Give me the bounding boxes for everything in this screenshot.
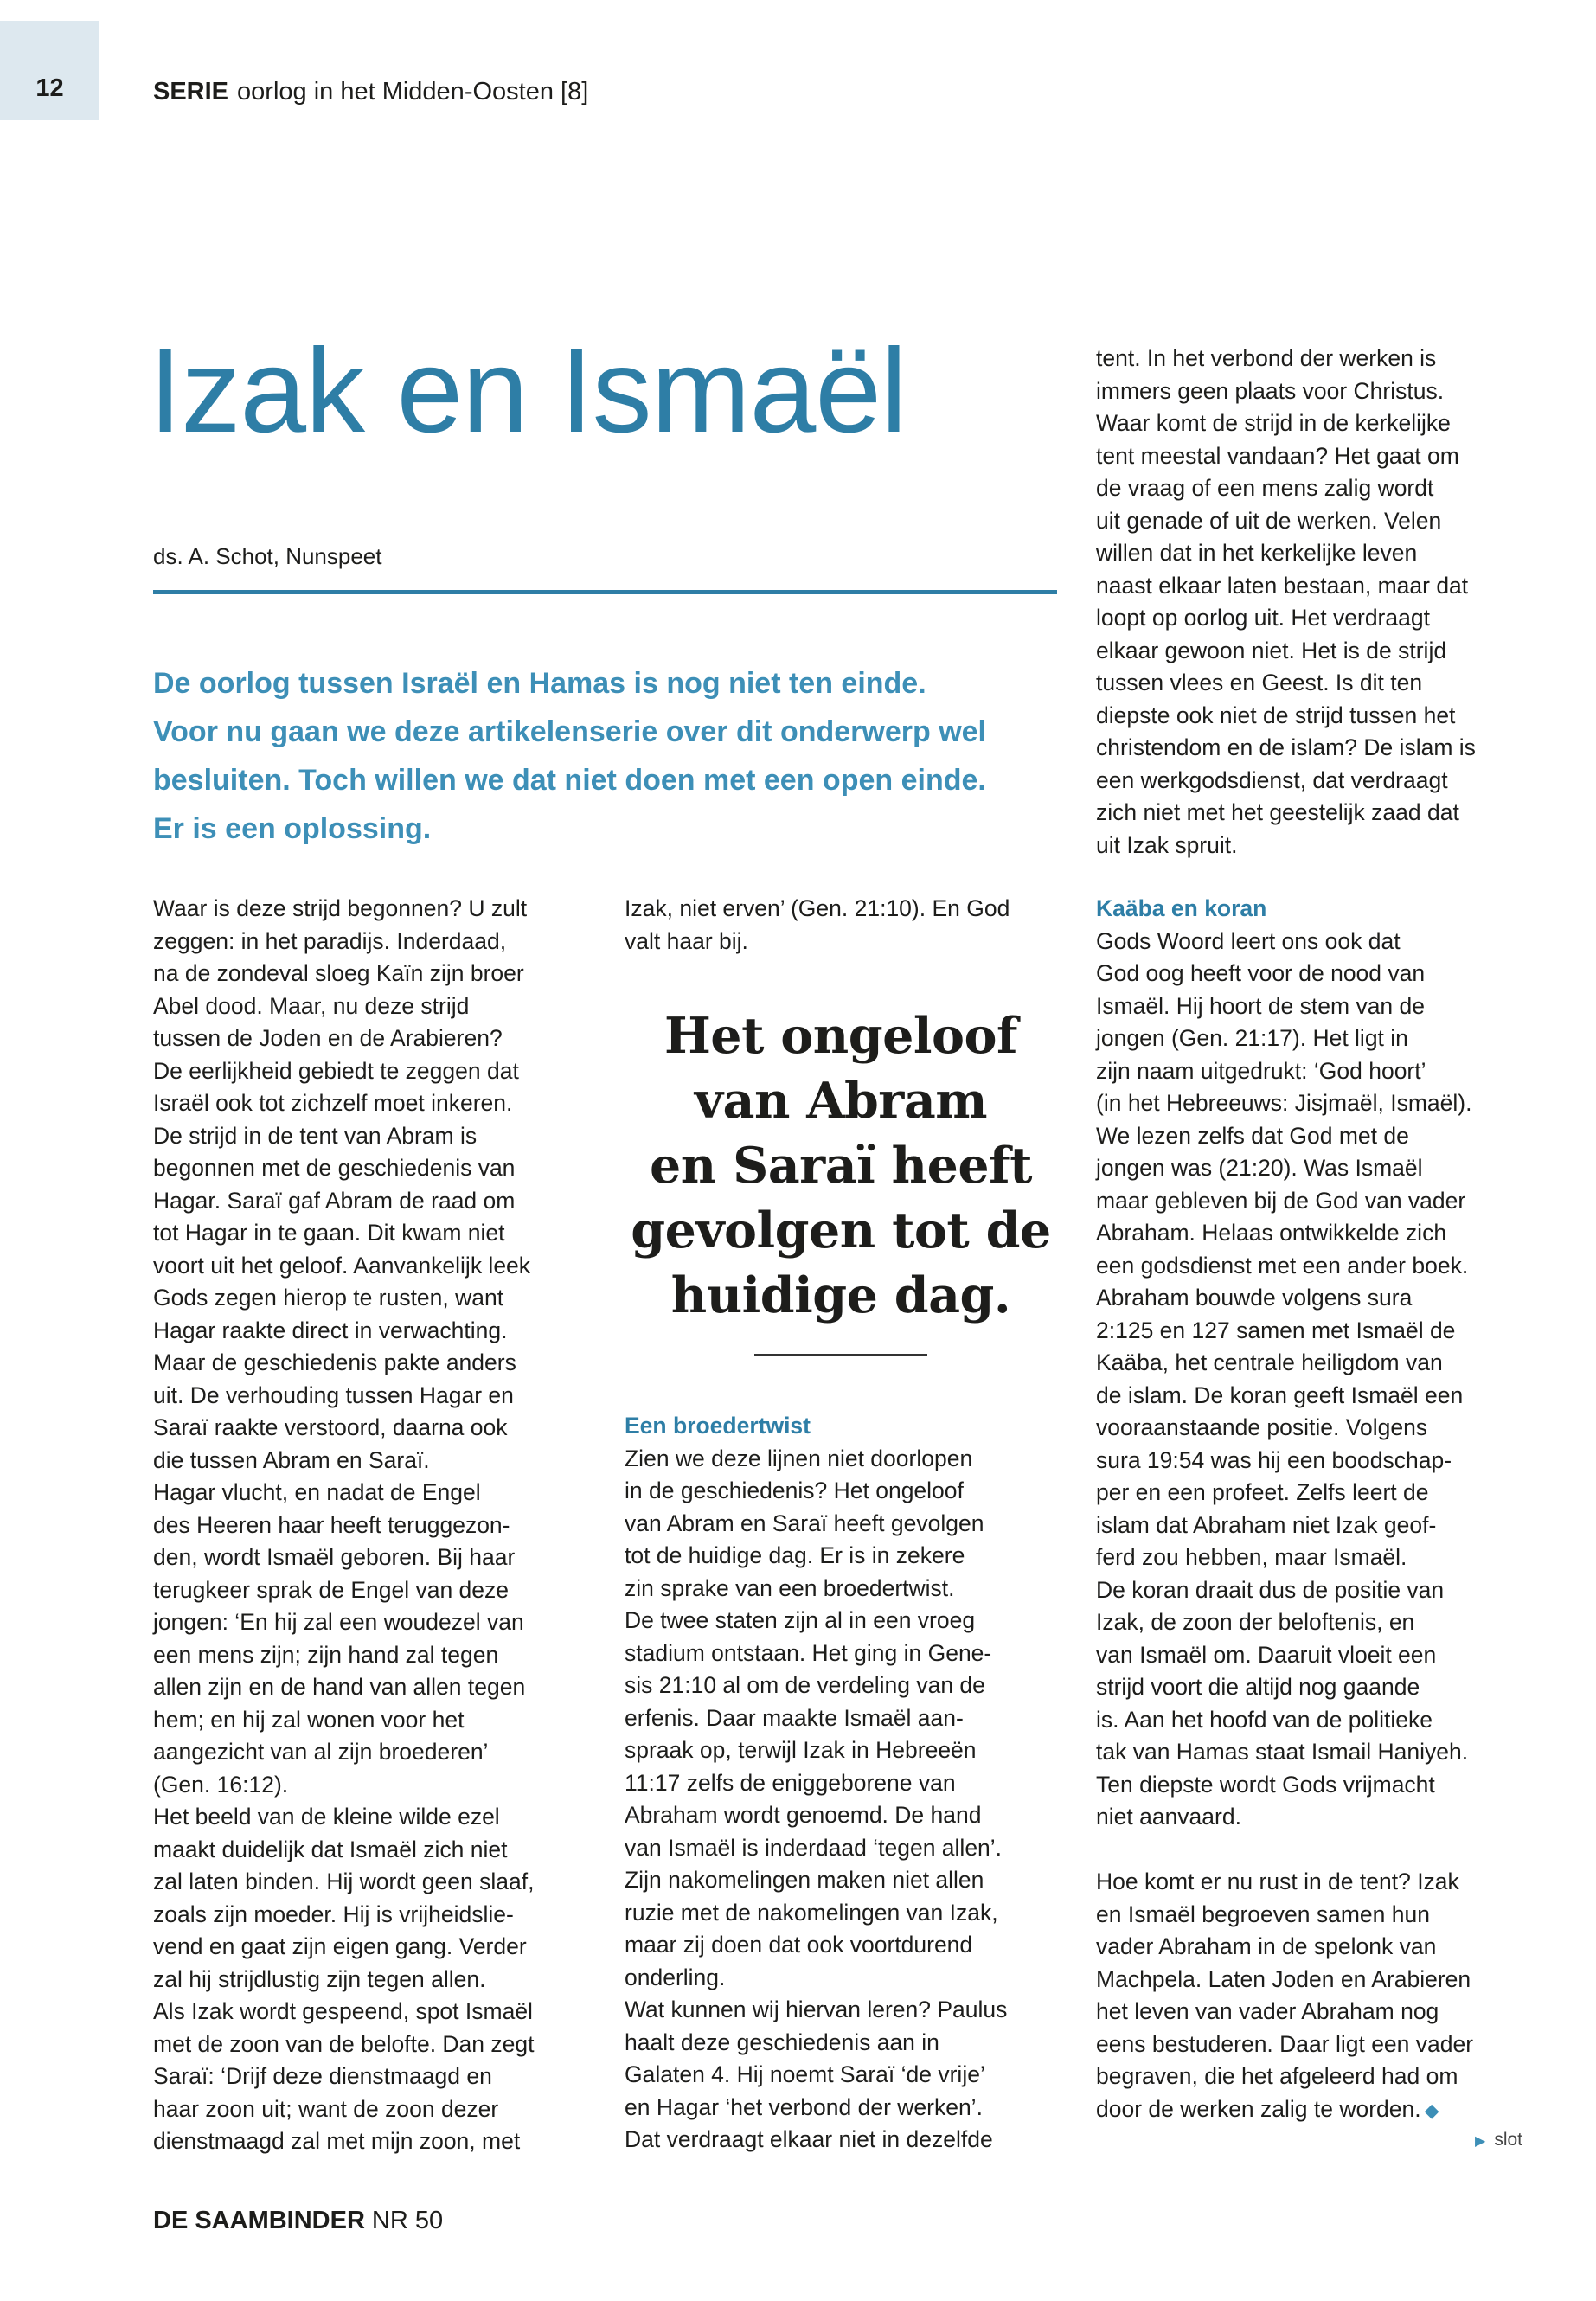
triangle-icon: ▶ bbox=[1475, 2134, 1486, 2149]
text-line: tent meestal vandaan? Het gaat om bbox=[1096, 442, 1459, 469]
text-line: De strijd in de tent van Abram is bbox=[153, 1122, 478, 1149]
text-line: zoals zijn moeder. Hij is vrijheidslie- bbox=[153, 1900, 514, 1927]
text-line: uit genade of uit de werken. Velen bbox=[1096, 507, 1442, 534]
text-line: den, wordt Ismaël geboren. Bij haar bbox=[153, 1544, 516, 1570]
pull-quote-divider bbox=[754, 1354, 927, 1356]
text-line: zal hij strijdlustig zijn tegen allen. bbox=[153, 1965, 486, 1992]
text-line: vooraanstaande positie. Volgens bbox=[1096, 1414, 1428, 1440]
text-line: stadium ontstaan. Het ging in Gene- bbox=[625, 1639, 992, 1666]
continuation-marker bbox=[1475, 2130, 1522, 2150]
text-line: tussen vlees en Geest. Is dit ten bbox=[1096, 670, 1423, 695]
text-line: per en een profeet. Zelfs leert de bbox=[1096, 1479, 1429, 1505]
text-line: begraven, die het afgeleerd had om bbox=[1096, 2063, 1458, 2089]
text-line: christendom en de islam? De islam is bbox=[1096, 734, 1476, 760]
text-line: haar zoon uit; want de zoon dezer bbox=[153, 2095, 499, 2122]
article-title: Izak en Ismaël bbox=[149, 324, 907, 458]
text-line: terugkeer sprak de Engel van deze bbox=[153, 1576, 510, 1603]
article-intro bbox=[153, 659, 1061, 853]
text-line: allen zijn en de hand van allen tegen bbox=[153, 1674, 526, 1700]
text-line: Waar is deze strijd begonnen? U zult bbox=[153, 895, 528, 921]
text-line: onderling. bbox=[625, 1964, 726, 1990]
text-line: een godsdienst met een ander boek. bbox=[1096, 1252, 1469, 1279]
text-line: Saraï raakte verstoord, daarna ook bbox=[153, 1414, 508, 1440]
article-author: ds. A. Schot, Nunspeet bbox=[153, 543, 382, 569]
text-line: elkaar gewoon niet. Het is de strijd bbox=[1096, 637, 1447, 663]
text-line: Izak, de zoon der beloftenis, en bbox=[1096, 1609, 1415, 1635]
column-3-bottom-text bbox=[1096, 926, 1567, 2127]
pull-quote bbox=[625, 1003, 1057, 1328]
column-3-bottom bbox=[1096, 893, 1567, 2126]
text-line: gevolgen tot de bbox=[631, 1202, 1051, 1259]
text-line: eens bestuderen. Daar ligt een vader bbox=[1096, 2030, 1474, 2057]
section-heading-broedertwist: Een broedertwist bbox=[625, 1413, 811, 1439]
text-line: spraak op, terwijl Izak in Hebreeën bbox=[625, 1737, 977, 1763]
text-line: Wat kunnen wij hiervan leren? Paulus bbox=[625, 1997, 1008, 2022]
slot-label: slot bbox=[1494, 2130, 1522, 2150]
text-line: sis 21:10 al om de verdeling van de bbox=[625, 1672, 985, 1698]
text-line: tot de huidige dag. Er is in zekere bbox=[625, 1542, 965, 1568]
text-line: Abraham wordt genoemd. De hand bbox=[625, 1802, 982, 1828]
text-line: (in het Hebreeuws: Jisjmaël, Ismaël). bbox=[1096, 1090, 1472, 1116]
page-number: 12 bbox=[35, 74, 64, 102]
text-line: dienstmaagd zal met mijn zoon, met bbox=[153, 2128, 521, 2154]
text-line: tak van Hamas staat Ismail Haniyeh. bbox=[1096, 1739, 1469, 1765]
text-line: van Ismaël is inderdaad ‘tegen allen’. bbox=[625, 1834, 1003, 1861]
text-line: Ismaël. Hij hoort de stem van de bbox=[1096, 992, 1426, 1019]
text-line: Abel dood. Maar, nu deze strijd bbox=[153, 992, 470, 1019]
text-line: Abraham bouwde volgens sura bbox=[1096, 1285, 1413, 1311]
text-line: niet aanvaard. bbox=[1096, 1804, 1241, 1830]
text-line: zijn naam uitgedrukt: ‘God hoort’ bbox=[1096, 1057, 1426, 1084]
text-line: tot Hagar in te gaan. Dit kwam niet bbox=[153, 1220, 505, 1246]
text-line: De koran draait dus de positie van bbox=[1096, 1576, 1445, 1603]
text-line: van Abram en Saraï heeft gevolgen bbox=[625, 1509, 984, 1536]
text-line: Abraham. Helaas ontwikkelde zich bbox=[1096, 1220, 1447, 1246]
text-line: Er is een oplossing. bbox=[153, 812, 432, 845]
series-header bbox=[153, 78, 588, 106]
text-line: Zien we deze lijnen niet doorlopen bbox=[625, 1445, 973, 1471]
text-line: in de geschiedenis? Het ongeloof bbox=[625, 1477, 964, 1503]
text-line: voort uit het geloof. Aanvankelijk leek bbox=[153, 1252, 531, 1279]
column-2-bottom bbox=[625, 1410, 1074, 2157]
text-line: haalt deze geschiedenis aan in bbox=[625, 2029, 939, 2055]
text-line: Zijn nakomelingen maken niet allen bbox=[625, 1867, 984, 1893]
text-line: Kaäba, het centrale heiligdom van bbox=[1096, 1349, 1443, 1375]
text-line: zich niet met het geestelijk zaad dat bbox=[1096, 799, 1459, 825]
title-divider bbox=[153, 590, 1057, 594]
text-line: valt haar bij. bbox=[625, 927, 748, 954]
text-line: besluiten. Toch willen we dat niet doen met een open einde. bbox=[153, 764, 986, 797]
text-line: van Ismaël om. Daaruit vloeit een bbox=[1096, 1641, 1437, 1668]
text-line: (Gen. 16:12). bbox=[153, 1771, 289, 1798]
text-line: Het ongeloof bbox=[663, 1007, 1018, 1065]
text-line: Israël ook tot zichzelf moet inkeren. bbox=[153, 1090, 513, 1116]
end-diamond-icon: ◆ bbox=[1424, 2099, 1439, 2121]
text-line: Voor nu gaan we deze artikelenserie over dit onderwerp wel bbox=[153, 715, 986, 748]
text-line: ruzie met de nakomelingen van Izak, bbox=[625, 1899, 998, 1926]
footer bbox=[153, 2207, 443, 2235]
text-line: die tussen Abram en Saraï. bbox=[153, 1446, 430, 1473]
text-line: en Saraï heeft bbox=[650, 1137, 1032, 1195]
text-line: Het beeld van de kleine wilde ezel bbox=[153, 1804, 500, 1830]
text-line: zeggen: in het paradijs. Inderdaad, bbox=[153, 927, 507, 954]
text-line: jongen: ‘En hij zal een woudezel van bbox=[153, 1609, 524, 1635]
text-line: uit. De verhouding tussen Hagar en bbox=[153, 1381, 514, 1408]
text-line: maakt duidelijk dat Ismaël zich niet bbox=[153, 1836, 508, 1862]
text-line: huidige dag. bbox=[670, 1266, 1011, 1324]
text-line: een werkgodsdienst, dat verdraagt bbox=[1096, 766, 1448, 793]
text-line: de islam. De koran geeft Ismaël een bbox=[1096, 1381, 1464, 1408]
text-line: De eerlijkheid gebiedt te zeggen dat bbox=[153, 1057, 519, 1084]
column-3-top bbox=[1096, 343, 1567, 862]
text-line: jongen (Gen. 21:17). Het ligt in bbox=[1096, 1025, 1408, 1051]
text-line: des Heeren haar heeft teruggezon- bbox=[153, 1511, 510, 1538]
text-line: vader Abraham in de spelonk van bbox=[1096, 1933, 1437, 1959]
text-line: 11:17 zelfs de eniggeborene van bbox=[625, 1769, 956, 1796]
text-line: Galaten 4. Hij noemt Saraï ‘de vrije’ bbox=[625, 2061, 985, 2087]
column-2-top bbox=[625, 893, 1074, 958]
footer-magazine: DE SAAMBINDER bbox=[153, 2207, 365, 2234]
text-line: en Hagar ‘het verbond der werken’. bbox=[625, 2093, 983, 2120]
text-line: en Ismaël begroeven samen hun bbox=[1096, 1900, 1430, 1927]
text-line: na de zondeval sloeg Kaïn zijn broer bbox=[153, 960, 524, 986]
text-line: Maar de geschiedenis pakte anders bbox=[153, 1349, 516, 1375]
text-line: immers geen plaats voor Christus. bbox=[1096, 377, 1445, 404]
text-line: naast elkaar laten bestaan, maar dat bbox=[1096, 572, 1469, 599]
text-line: maar zij doen dat ook voortdurend bbox=[625, 1932, 973, 1958]
text-line bbox=[1096, 1834, 1567, 1867]
text-line: Ten diepste wordt Gods vrijmacht bbox=[1096, 1771, 1435, 1798]
text-line: ferd zou hebben, maar Ismaël. bbox=[1096, 1544, 1407, 1570]
text-line: Waar komt de strijd in de kerkelijke bbox=[1096, 410, 1451, 436]
text-line: Gods Woord leert ons ook dat bbox=[1096, 927, 1401, 954]
text-line: met de zoon van de belofte. Dan zegt bbox=[153, 2030, 535, 2057]
text-line: Dat verdraagt elkaar niet in dezelfde bbox=[625, 2126, 993, 2152]
text-line: maar gebleven bij de God van vader bbox=[1096, 1187, 1466, 1214]
text-line: Gods zegen hierop te rusten, want bbox=[153, 1285, 504, 1311]
text-line: willen dat in het kerkelijke leven bbox=[1096, 540, 1418, 566]
text-line: zal laten binden. Hij wordt geen slaaf, bbox=[153, 1868, 535, 1894]
text-line: God oog heeft voor de nood van bbox=[1096, 960, 1426, 986]
text-line: een mens zijn; zijn hand zal tegen bbox=[153, 1641, 499, 1668]
text-line: 2:125 en 127 samen met Ismaël de bbox=[1096, 1317, 1456, 1343]
text-line: Hagar vlucht, en nadat de Engel bbox=[153, 1479, 481, 1505]
text-line: We lezen zelfs dat God met de bbox=[1096, 1122, 1409, 1149]
text-line: Machpela. Laten Joden en Arabieren bbox=[1096, 1965, 1471, 1992]
text-line: islam dat Abraham niet Izak geof- bbox=[1096, 1511, 1437, 1538]
text-line: is. Aan het hoofd van de politieke bbox=[1096, 1706, 1433, 1733]
text-line: hem; en hij zal wonen voor het bbox=[153, 1706, 465, 1733]
text-line: Hagar. Saraï gaf Abram de raad om bbox=[153, 1187, 516, 1214]
text-line: Izak, niet erven’ (Gen. 21:10). En God bbox=[625, 895, 1010, 921]
text-line: loopt op oorlog uit. Het verdraagt bbox=[1096, 605, 1430, 631]
text-line: aangezicht van al zijn broederen’ bbox=[153, 1739, 489, 1765]
text-line: door de werken zalig te worden. ◆ bbox=[1096, 2095, 1439, 2122]
text-line: tussen de Joden en de Arabieren? bbox=[153, 1025, 503, 1051]
text-line: zin sprake van een broedertwist. bbox=[625, 1574, 955, 1601]
text-line: Saraï: ‘Drijf deze dienstmaagd en bbox=[153, 2063, 492, 2089]
text-line: sura 19:54 was hij een boodschap- bbox=[1096, 1446, 1452, 1473]
footer-issue: NR 50 bbox=[371, 2207, 444, 2234]
section-heading-kaaba: Kaäba en koran bbox=[1096, 895, 1267, 921]
text-line: de vraag of een mens zalig wordt bbox=[1096, 475, 1434, 501]
text-line: De twee staten zijn al in een vroeg bbox=[625, 1607, 976, 1633]
page-number-box bbox=[0, 21, 99, 120]
text-line: het leven van vader Abraham nog bbox=[1096, 1998, 1439, 2024]
text-line: uit Izak spruit. bbox=[1096, 831, 1238, 858]
text-line: Als Izak wordt gespeend, spot Ismaël bbox=[153, 1998, 533, 2024]
text-line: tent. In het verbond der werken is bbox=[1096, 345, 1437, 371]
column-2-bottom-text bbox=[625, 1443, 1074, 2157]
text-line: Hoe komt er nu rust in de tent? Izak bbox=[1096, 1868, 1459, 1894]
text-line: begonnen met de geschiedenis van bbox=[153, 1155, 516, 1181]
text-line: Hagar raakte direct in verwachting. bbox=[153, 1317, 508, 1343]
text-line: vend en gaat zijn eigen gang. Verder bbox=[153, 1933, 527, 1959]
text-line: diepste ook niet de strijd tussen het bbox=[1096, 702, 1456, 728]
series-title: oorlog in het Midden-Oosten [8] bbox=[237, 78, 589, 106]
column-1 bbox=[153, 893, 603, 2158]
series-label: SERIE bbox=[153, 78, 229, 106]
text-line: strijd voort die altijd nog gaande bbox=[1096, 1674, 1420, 1700]
text-line: erfenis. Daar maakte Ismaël aan- bbox=[625, 1704, 964, 1731]
text-line: jongen was (21:20). Was Ismaël bbox=[1096, 1155, 1423, 1181]
text-line: van Abram bbox=[694, 1072, 988, 1130]
text-line: De oorlog tussen Israël en Hamas is nog niet ten einde. bbox=[153, 667, 926, 700]
